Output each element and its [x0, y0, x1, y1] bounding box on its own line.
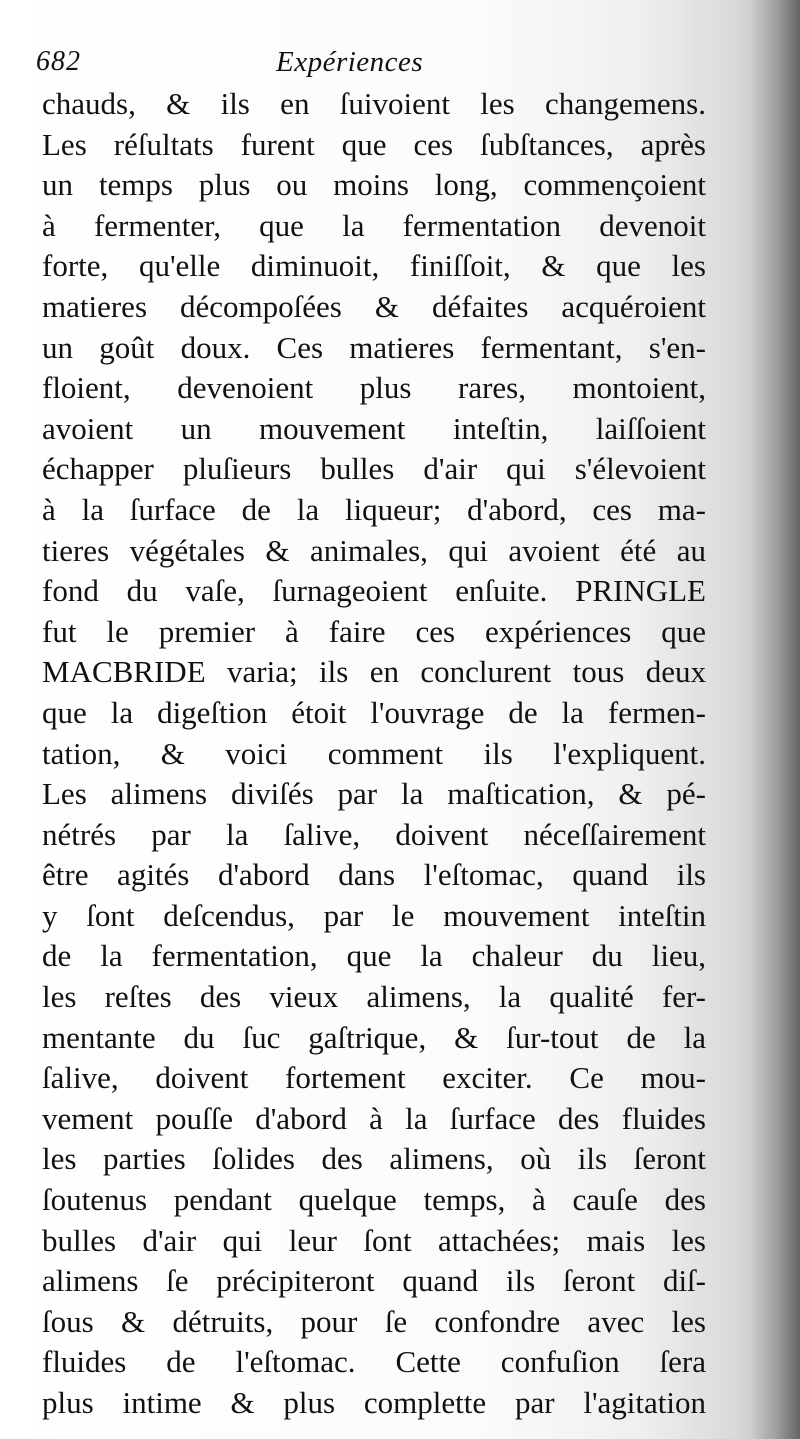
- text-line: ſous & détruits, pour ſe confondre avec les: [42, 1303, 706, 1339]
- body-text: [42, 84, 706, 1424]
- text-line: y ſont deſcendus, par le mouvement inteſtin: [42, 897, 706, 933]
- text-line: forte, qu'elle diminuoit, finiſſoit, & que les: [42, 248, 706, 284]
- running-title: Expériences: [276, 46, 424, 78]
- text-line: un goût doux. Ces matieres fermentant, s'en-: [42, 329, 706, 365]
- text-line: plus intime & plus complette par l'agitation: [42, 1385, 706, 1420]
- text-line: tieres végétales & animales, qui avoient été au: [42, 532, 706, 568]
- text-line: MACBRIDE varia; ils en conclurent tous deux: [42, 654, 706, 690]
- text-line: être agités d'abord dans l'eſtomac, quand ils: [42, 857, 706, 893]
- page-edge-shadow: [750, 0, 800, 1439]
- text-line: nétrés par la ſalive, doivent néceſſairement: [42, 816, 706, 852]
- page-number: 682: [36, 46, 81, 77]
- text-line: ſoutenus pendant quelque temps, à cauſe des: [42, 1182, 706, 1218]
- text-line: fluides de l'eſtomac. Cette confuſion ſera: [42, 1344, 706, 1380]
- text-line: vement pouſſe d'abord à la ſurface des fluides: [42, 1100, 706, 1136]
- text-line: avoient un mouvement inteſtin, laiſſoient: [42, 410, 706, 446]
- text-line: de la fermentation, que la chaleur du lieu,: [42, 938, 706, 974]
- text-line: que la digeſtion étoit l'ouvrage de la fermen-: [42, 694, 706, 730]
- text-line: Les réſultats furent que ces ſubſtances, après: [42, 126, 706, 162]
- text-line: bulles d'air qui leur ſont attachées; mais les: [42, 1222, 706, 1258]
- text-line: à fermenter, que la fermentation devenoit: [42, 207, 706, 243]
- page-header: [36, 46, 706, 86]
- text-line: Les alimens diviſés par la maſtication, & pé-: [42, 776, 706, 812]
- text-line: tation, & voici comment ils l'expliquent.: [42, 735, 706, 771]
- text-line: fut le premier à faire ces expériences que: [42, 613, 706, 649]
- text-line: à la ſurface de la liqueur; d'abord, ces ma-: [42, 491, 706, 527]
- text-line: les parties ſolides des alimens, où ils ſeront: [42, 1141, 706, 1177]
- text-line: alimens ſe précipiteront quand ils ſeront diſ-: [42, 1263, 706, 1299]
- text-line: floient, devenoient plus rares, montoient,: [42, 370, 706, 406]
- text-line: mentante du ſuc gaſtrique, & ſur-tout de la: [42, 1019, 706, 1055]
- text-line: échapper pluſieurs bulles d'air qui s'élevoient: [42, 451, 706, 487]
- text-line: ſalive, doivent fortement exciter. Ce mou-: [42, 1060, 706, 1096]
- text-line: les reſtes des vieux alimens, la qualité fer-: [42, 979, 706, 1015]
- text-line: fond du vaſe, ſurnageoient enſuite. PRINGLE: [42, 573, 706, 609]
- text-line: matieres décompoſées & défaites acquéroient: [42, 288, 706, 324]
- text-line: chauds, & ils en ſuivoient les changemens.: [42, 86, 706, 121]
- text-line: un temps plus ou moins long, commençoient: [42, 167, 706, 203]
